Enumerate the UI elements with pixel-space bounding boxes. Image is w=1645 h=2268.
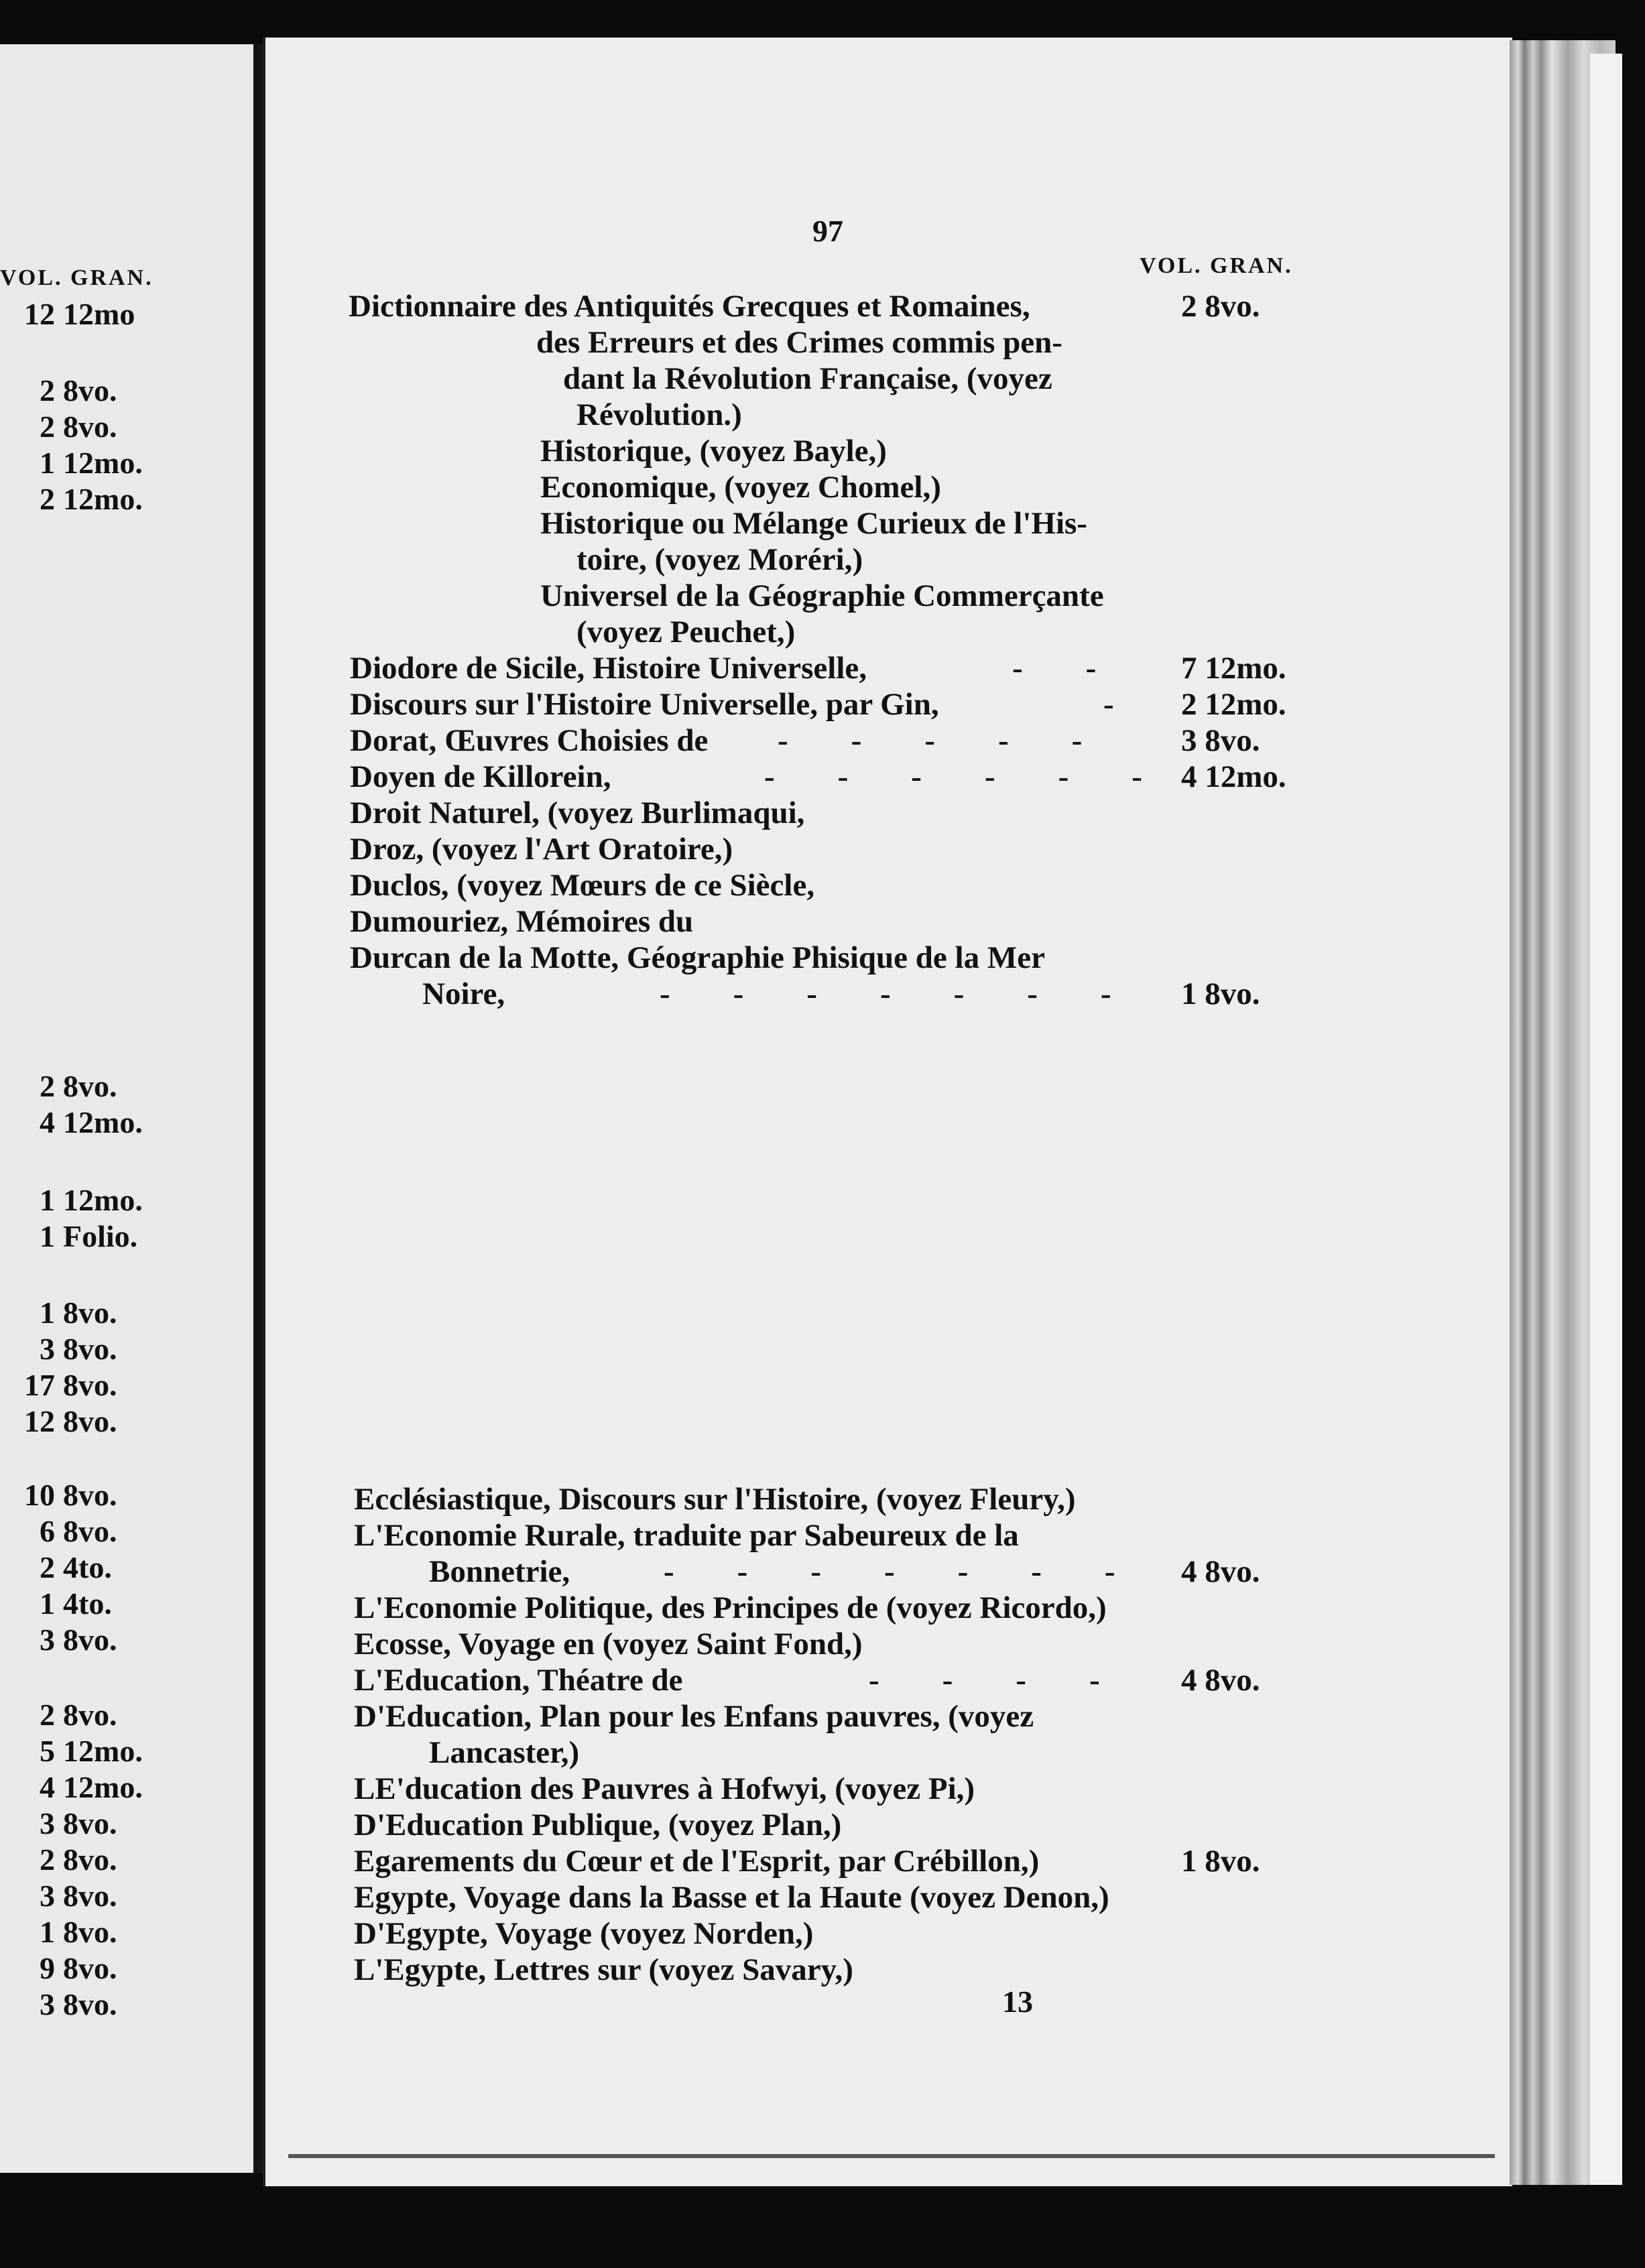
entry-text: L'Egypte, Lettres sur (voyez Savary,) xyxy=(354,1952,853,1987)
left-entry xyxy=(20,1878,117,1913)
entry-text: Ecclésiastique, Discours sur l'Histoire, (voyez Fleury,) xyxy=(354,1482,1076,1517)
index-entry xyxy=(354,1626,863,1662)
volume-format xyxy=(1181,686,1286,722)
left-entry xyxy=(20,1403,117,1439)
index-entry xyxy=(350,759,611,795)
entry-text: Duclos, (voyez Mœurs de ce Siècle, xyxy=(350,868,815,903)
left-entry-vol: 1 xyxy=(40,1586,55,1621)
left-entry xyxy=(20,1622,117,1657)
left-entry-vol: 4 xyxy=(40,1770,55,1804)
entry-text: Diodore de Sicile, Histoire Universelle, xyxy=(350,651,867,686)
index-entry xyxy=(350,903,693,940)
left-entry-vol: 2 xyxy=(40,1069,55,1103)
entry-text: Durcan de la Motte, Géographie Phisique de la Mer xyxy=(350,940,1045,975)
entry-text: Doyen de Killorein, xyxy=(350,759,611,794)
left-entry-format: Folio. xyxy=(63,1219,138,1253)
index-entry xyxy=(354,1807,841,1843)
volume-format xyxy=(1181,1662,1260,1698)
left-entry-format: 8vo. xyxy=(63,373,117,407)
entry-text: D'Egypte, Voyage (voyez Norden,) xyxy=(354,1916,814,1951)
left-entry-vol: 1 xyxy=(40,446,55,480)
index-entry xyxy=(350,795,804,831)
entry-text: Historique, (voyez Bayle,) xyxy=(540,434,887,468)
leader-dashes: - - - - - xyxy=(778,723,1083,758)
index-entry xyxy=(429,1735,579,1771)
entry-text: Noire, xyxy=(422,976,505,1011)
left-entry-vol: 3 xyxy=(40,1987,55,2021)
left-entry-vol: 17 xyxy=(24,1368,55,1402)
left-entry-vol: 5 xyxy=(40,1734,55,1768)
index-entry xyxy=(354,1843,1039,1879)
left-entry-vol: 1 xyxy=(40,1915,55,1949)
left-entry-format: 8vo. xyxy=(63,1514,117,1548)
left-entry xyxy=(20,1513,117,1549)
entry-text: Historique ou Mélange Curieux de l'His- xyxy=(540,506,1087,541)
leader-dashes: - - - - - - xyxy=(764,759,1142,794)
entry-text: D'Education Publique, (voyez Plan,) xyxy=(354,1808,842,1842)
index-entry xyxy=(354,1952,853,1988)
signature-mark: 13 xyxy=(1002,1984,1033,2019)
entry-text: Universel de la Géographie Commerçante xyxy=(540,578,1104,613)
entry-text: Economique, (voyez Chomel,) xyxy=(540,470,941,505)
leader-dashes: - - - - - - - xyxy=(664,1554,1115,1589)
left-page xyxy=(0,44,275,2173)
left-entry-vol: 2 xyxy=(40,1842,55,1877)
format-label: 12mo. xyxy=(1205,759,1286,794)
left-entry-vol: 3 xyxy=(40,1806,55,1840)
entry-text: Lancaster,) xyxy=(429,1735,580,1770)
book-gutter xyxy=(253,44,263,2173)
volume-format xyxy=(1181,722,1260,759)
index-entry xyxy=(563,361,1052,397)
left-entry-format: 12mo. xyxy=(63,1770,143,1804)
left-entry-vol: 3 xyxy=(40,1879,55,1913)
format-label: 12mo. xyxy=(1205,651,1286,686)
left-entry-format: 12mo xyxy=(63,297,135,331)
left-entry xyxy=(20,1218,137,1254)
index-entry xyxy=(350,686,939,722)
entry-text: L'Economie Politique, des Principes de (voyez Ricordo,) xyxy=(354,1590,1107,1625)
entry-text: L'Economie Rurale, traduite par Sabeureux de la xyxy=(354,1518,1019,1553)
index-entry xyxy=(350,722,708,759)
entry-text: Discours sur l'Histoire Universelle, par Gin, xyxy=(350,687,939,722)
left-entry-format: 12mo. xyxy=(63,1734,143,1768)
format-label: 8vo. xyxy=(1205,289,1260,324)
index-entry xyxy=(350,831,733,867)
index-entry xyxy=(576,397,742,433)
index-entry xyxy=(354,1915,813,1952)
left-entry xyxy=(20,1769,143,1805)
index-entry xyxy=(540,578,1104,614)
left-entry-vol: 4 xyxy=(40,1105,55,1139)
entry-text: Droit Naturel, (voyez Burlimaqui, xyxy=(350,796,805,830)
column-header: VOL. GRAN. xyxy=(1140,253,1293,278)
volume-format xyxy=(1181,759,1286,795)
index-entry xyxy=(576,542,863,578)
left-entry-format: 8vo. xyxy=(63,1478,117,1512)
format-label: 8vo. xyxy=(1205,723,1260,758)
entry-text: Egypte, Voyage dans la Basse et la Haute (voyez Denon,) xyxy=(354,1880,1109,1915)
index-entry xyxy=(354,1879,1109,1915)
left-entry xyxy=(20,1105,143,1140)
volume-format xyxy=(1181,650,1286,686)
format-label: 8vo. xyxy=(1205,1663,1260,1698)
left-entry-vol: 3 xyxy=(40,1623,55,1657)
entry-text: dant la Révolution Française, (voyez xyxy=(563,361,1052,396)
volume-count: 1 xyxy=(1181,1844,1197,1879)
left-entry-vol: 6 xyxy=(40,1514,55,1548)
left-entry-format: 12mo. xyxy=(63,482,143,516)
index-entry xyxy=(422,976,505,1012)
left-entry-vol: 2 xyxy=(40,482,55,516)
left-entry xyxy=(20,373,117,408)
index-entry xyxy=(576,614,795,650)
left-entry-vol: 10 xyxy=(24,1478,55,1512)
volume-count: 4 xyxy=(1181,1663,1197,1698)
left-entry xyxy=(20,481,143,517)
entry-text: Révolution.) xyxy=(576,397,742,432)
left-entry-format: 12mo. xyxy=(63,446,143,480)
left-entry-vol: 12 xyxy=(24,1404,55,1438)
entry-text: Dumouriez, Mémoires du xyxy=(350,904,694,939)
left-entry xyxy=(20,1295,117,1330)
index-entry xyxy=(354,1662,683,1698)
entry-text: D'Education, Plan pour les Enfans pauvres, (voyez xyxy=(354,1699,1034,1734)
left-entry-format: 8vo. xyxy=(63,1698,117,1732)
left-entry-format: 8vo. xyxy=(63,1951,117,1985)
leader-dashes: - xyxy=(1103,687,1114,722)
volume-format xyxy=(1181,1554,1260,1590)
left-entry xyxy=(20,1477,117,1513)
left-entry-format: 8vo. xyxy=(63,1296,117,1330)
volume-count: 7 xyxy=(1181,651,1197,686)
index-entry xyxy=(540,505,1087,542)
left-entry-format: 8vo. xyxy=(63,1368,117,1402)
index-entry xyxy=(354,1771,975,1807)
left-entry xyxy=(20,296,135,332)
index-entry xyxy=(429,1554,570,1590)
format-label: 8vo. xyxy=(1205,976,1260,1011)
left-entry-format: 8vo. xyxy=(63,1987,117,2021)
left-entry xyxy=(20,1182,143,1218)
left-entry xyxy=(20,1068,117,1104)
left-entry xyxy=(20,445,143,481)
index-entry xyxy=(354,1481,1076,1517)
entry-text: LE'ducation des Pauvres à Hofwyi, (voyez Pi,) xyxy=(354,1771,975,1806)
index-entry xyxy=(354,1590,1107,1626)
left-entry xyxy=(20,1806,117,1841)
left-entry-format: 12mo. xyxy=(63,1105,143,1139)
left-entry-format: 12mo. xyxy=(63,1183,143,1217)
left-entry-vol: 1 xyxy=(40,1296,55,1330)
index-entry xyxy=(540,469,941,505)
left-entry-format: 8vo. xyxy=(63,1842,117,1877)
entry-text: Bonnetrie, xyxy=(429,1554,570,1589)
volume-format xyxy=(1181,1843,1260,1879)
entry-text: (voyez Peuchet,) xyxy=(576,615,796,649)
volume-format xyxy=(1181,976,1260,1012)
left-column-header: VOL. GRAN. xyxy=(0,265,154,290)
left-entry-vol: 12 xyxy=(24,297,55,331)
volume-count: 4 xyxy=(1181,759,1197,794)
entry-text: Dictionnaire des Antiquités Grecques et Romaines, xyxy=(349,289,1030,324)
entry-text: Egarements du Cœur et de l'Esprit, par Crébillon,) xyxy=(354,1844,1040,1879)
leader-dashes: - - xyxy=(1012,651,1097,686)
left-entry-vol: 2 xyxy=(40,1698,55,1732)
entry-text: des Erreurs et des Crimes commis pen- xyxy=(536,325,1062,360)
left-entry-format: 8vo. xyxy=(63,1879,117,1913)
left-entry xyxy=(20,1733,143,1769)
page-number: 97 xyxy=(812,214,843,248)
entry-text: Ecosse, Voyage en (voyez Saint Fond,) xyxy=(354,1627,863,1661)
volume-count: 1 xyxy=(1181,976,1197,1011)
left-entry xyxy=(20,1842,117,1877)
left-entry-format: 8vo. xyxy=(63,1623,117,1657)
left-entry-format: 8vo. xyxy=(63,1915,117,1949)
left-entry xyxy=(20,1367,117,1403)
format-label: 12mo. xyxy=(1205,687,1286,722)
left-entry-format: 8vo. xyxy=(63,410,117,444)
left-entry-vol: 2 xyxy=(40,1550,55,1584)
index-entry xyxy=(349,288,1030,324)
format-label: 8vo. xyxy=(1205,1554,1260,1589)
volume-count: 2 xyxy=(1181,289,1197,324)
volume-count: 4 xyxy=(1181,1554,1197,1589)
bottom-rule xyxy=(288,2154,1495,2158)
left-entry xyxy=(20,1550,112,1585)
left-entry xyxy=(20,1950,117,1986)
leader-dashes: - - - - - - - xyxy=(660,976,1111,1011)
index-entry xyxy=(536,324,1062,361)
left-entry-vol: 1 xyxy=(40,1219,55,1253)
left-entry-format: 4to. xyxy=(63,1586,112,1621)
left-entry-vol: 2 xyxy=(40,410,55,444)
index-entry xyxy=(350,650,867,686)
entry-text: toire, (voyez Moréri,) xyxy=(576,542,863,577)
left-entry xyxy=(20,1697,117,1732)
index-entry xyxy=(350,940,1045,976)
page-margin-strip xyxy=(1590,54,1622,2185)
entry-text: Dorat, Œuvres Choisies de xyxy=(350,723,709,758)
index-entry xyxy=(540,433,887,469)
left-entry-format: 8vo. xyxy=(63,1404,117,1438)
left-entry-format: 8vo. xyxy=(63,1069,117,1103)
left-entry-format: 8vo. xyxy=(63,1332,117,1366)
left-entry-format: 8vo. xyxy=(63,1806,117,1840)
left-entry-vol: 1 xyxy=(40,1183,55,1217)
left-entry xyxy=(20,409,117,444)
left-entry-format: 4to. xyxy=(63,1550,112,1584)
left-entry xyxy=(20,1987,117,2022)
left-entry xyxy=(20,1586,112,1621)
format-label: 8vo. xyxy=(1205,1844,1260,1879)
left-entry xyxy=(20,1914,117,1950)
entry-text: L'Education, Théatre de xyxy=(354,1663,683,1698)
left-entry-vol: 2 xyxy=(40,373,55,407)
volume-format xyxy=(1181,288,1260,324)
left-entry xyxy=(20,1331,117,1367)
volume-count: 2 xyxy=(1181,687,1197,722)
index-entry xyxy=(354,1698,1034,1735)
index-entry xyxy=(350,867,814,903)
leader-dashes: - - - - xyxy=(869,1663,1100,1698)
entry-text: Droz, (voyez l'Art Oratoire,) xyxy=(350,832,733,867)
left-entry-vol: 3 xyxy=(40,1332,55,1366)
left-entry-vol: 9 xyxy=(40,1951,55,1985)
volume-count: 3 xyxy=(1181,723,1197,758)
index-entry xyxy=(354,1517,1019,1554)
